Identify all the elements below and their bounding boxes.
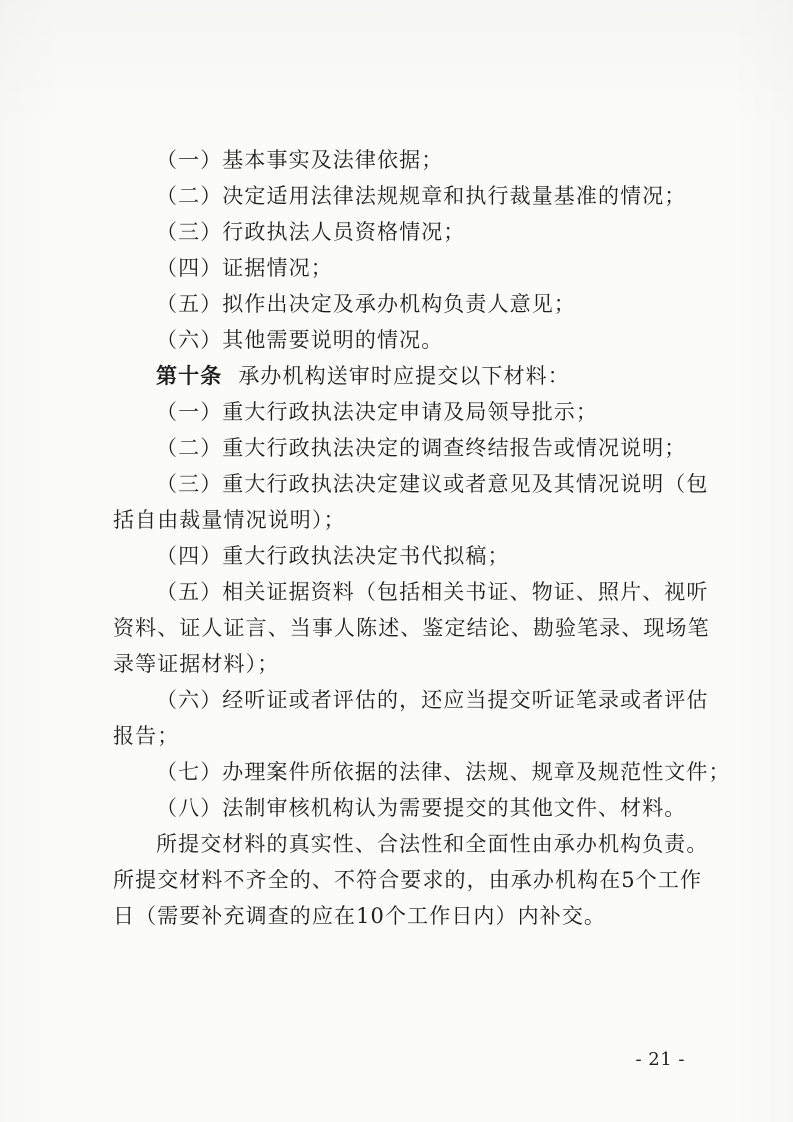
list-item: （六）其他需要说明的情况。 [156, 328, 444, 352]
article-number: 第十条 [156, 364, 223, 388]
list-item: （一）重大行政执法决定申请及局领导批示； [156, 400, 598, 424]
list-item: （六）经听证或者评估的，还应当提交听证笔录或者评估 [156, 688, 709, 712]
list-item: （二）重大行政执法决定的调查终结报告或情况说明； [156, 436, 687, 460]
paragraph-continuation: 所提交材料不齐全的、不符合要求的，由承办机构在5个工作 [113, 868, 703, 892]
list-item-continuation: 录等证据材料）； [113, 652, 280, 676]
list-item-continuation: 括自由裁量情况说明）； [113, 508, 346, 532]
list-item: （一）基本事实及法律依据； [156, 148, 444, 172]
list-item: （三）行政执法人员资格情况； [156, 220, 466, 244]
list-item: （四）重大行政执法决定书代拟稿； [156, 544, 510, 568]
page-number: - 21 - [635, 1049, 685, 1070]
list-item: （七）办理案件所依据的法律、法规、规章及规范性文件； [156, 760, 731, 784]
paragraph-continuation: 日（需要补充调查的应在10个工作日内）内补交。 [113, 904, 607, 928]
list-item: （八）法制审核机构认为需要提交的其他文件、材料。 [156, 796, 687, 820]
paragraph-line: 所提交材料的真实性、合法性和全面性由承办机构负责。 [156, 832, 709, 856]
list-item: （三）重大行政执法决定建议或者意见及其情况说明（包 [156, 472, 709, 496]
list-item-continuation: 报告； [113, 724, 180, 748]
list-item: （二）决定适用法律法规规章和执行裁量基准的情况； [156, 184, 687, 208]
list-item-continuation: 资料、证人证言、当事人陈述、鉴定结论、勘验笔录、现场笔 [113, 616, 710, 640]
article-heading [113, 362, 697, 391]
list-item: （五）相关证据资料（包括相关书证、物证、照片、视听 [156, 580, 709, 604]
list-item: （四）证据情况； [156, 256, 333, 280]
article-text: 承办机构送审时应提交以下材料： [238, 364, 570, 388]
document-body [113, 146, 731, 938]
list-item: （五）拟作出决定及承办机构负责人意见； [156, 292, 576, 316]
